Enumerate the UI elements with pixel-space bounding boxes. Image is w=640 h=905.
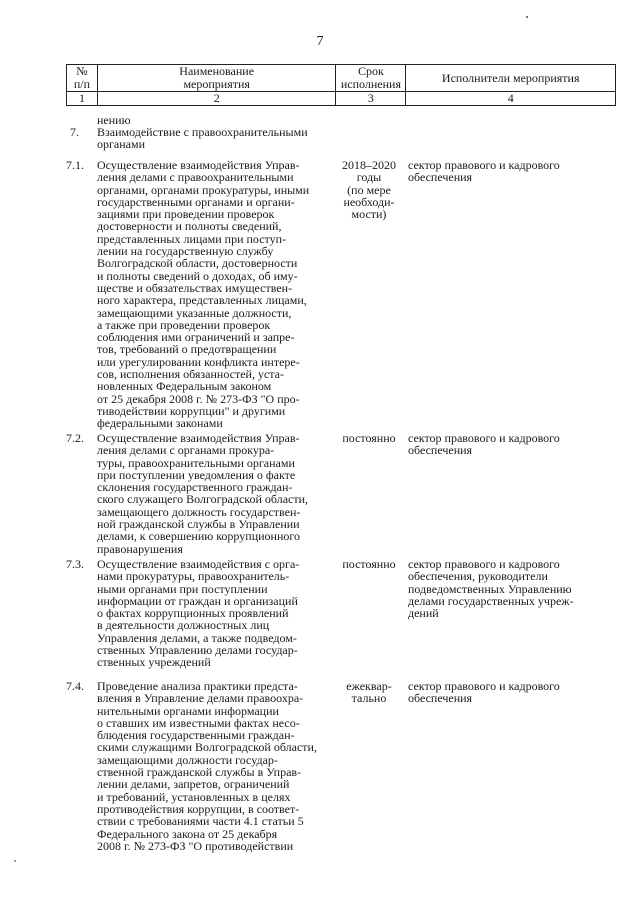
item-number: 7.4. [66, 679, 84, 693]
header-name: Наименование мероприятия [97, 65, 336, 92]
section-number: 7. [70, 125, 79, 139]
header-col-index: 1 [67, 92, 98, 106]
item-executors: сектор правового и кадрового обеспечения [408, 158, 560, 185]
item-executors: сектор правового и кадрового обеспечения, руководители подведомственных Управлению делами государственных учреж- дений [408, 557, 574, 621]
header-term: Срок исполнения [336, 65, 406, 92]
item-number: 7.2. [66, 431, 84, 445]
header-col-index: 2 [97, 92, 336, 106]
item-executors: сектор правового и кадрового обеспечения [408, 679, 560, 706]
header-col-index: 4 [406, 92, 616, 106]
section-title: Взаимодействие с правоохранительными органами [97, 125, 308, 152]
item-name: Осуществление взаимодействия с орга- нами прокуратуры, правоохранитель- ными органами при поступлении информации от граждан и организаций о фактах коррупционных проявлений в деятельности должностных лиц Управления делами, а также подведом- ственных Управлению делами государ- ственных учреждений [97, 557, 300, 670]
item-name: Осуществление взаимодействия Управ- ления делами с правоохранительными органами, органами прокуратуры, иными государственными органами и органи- зациями при проведении проверок достоверности и полноты сведений, представленных лицами при поступ- лении на государственную службу Волгоградской области, достоверности и полноты сведений о доходах, об иму- ществе и обязательствах имуществен- ного характера, представленных лицами, замещающими указанные должности, а также при проведении проверок соблюдения ими ограничений и запре- тов, требований о предотвращении или урегулировании конфликта интере- сов, исполнения обязанностей, уста- новленных Федеральным законом от 25 декабря 2008 г. № 273-ФЗ "О про- тиводействии коррупции" и другими федеральными законами [97, 158, 310, 431]
item-name: Проведение анализа практики предста- вления в Управление делами правоохра- нительными органами информации о ставших им известными фактах несо- блюдения государственными граждан- скими служащими Волгоградской области, замещающими должности государ- ственной гражданской службы в Управ- лении делами, запретов, ограничений и требований, установленных в целях противодействия коррупции, в соответ- ствии с требованиями части 4.1 статьи 5 Федерального закона от 25 декабря 2008 г. № 273-ФЗ "О противодействии [97, 679, 317, 853]
item-number: 7.3. [66, 557, 84, 571]
scan-mark [14, 860, 16, 862]
item-term: ежеквар- тально [346, 679, 392, 706]
item-term: 2018–2020 годы (по мере необходи- мости) [342, 158, 396, 222]
table-header [66, 64, 616, 106]
item-term: постоянно [342, 431, 396, 445]
item-executors: сектор правового и кадрового обеспечения [408, 431, 560, 458]
header-col-index: 3 [336, 92, 406, 106]
item-term: постоянно [342, 557, 396, 571]
scan-mark [526, 16, 528, 18]
continuation-text: нению [97, 113, 131, 127]
header-executors: Исполнители мероприятия [406, 65, 616, 92]
header-number: № п/п [67, 65, 98, 92]
item-name: Осуществление взаимодействия Управ- ления делами с органами прокура- туры, правоохранительными органами при поступлении уведомления о факте склонения государственного граждан- ского служащего Волгоградской области, замещающего должность государствен- ной гражданской службы в Управлении делами, к совершению коррупционного правонарушения [97, 431, 309, 556]
item-number: 7.1. [66, 158, 84, 172]
page-number: 7 [316, 34, 324, 49]
